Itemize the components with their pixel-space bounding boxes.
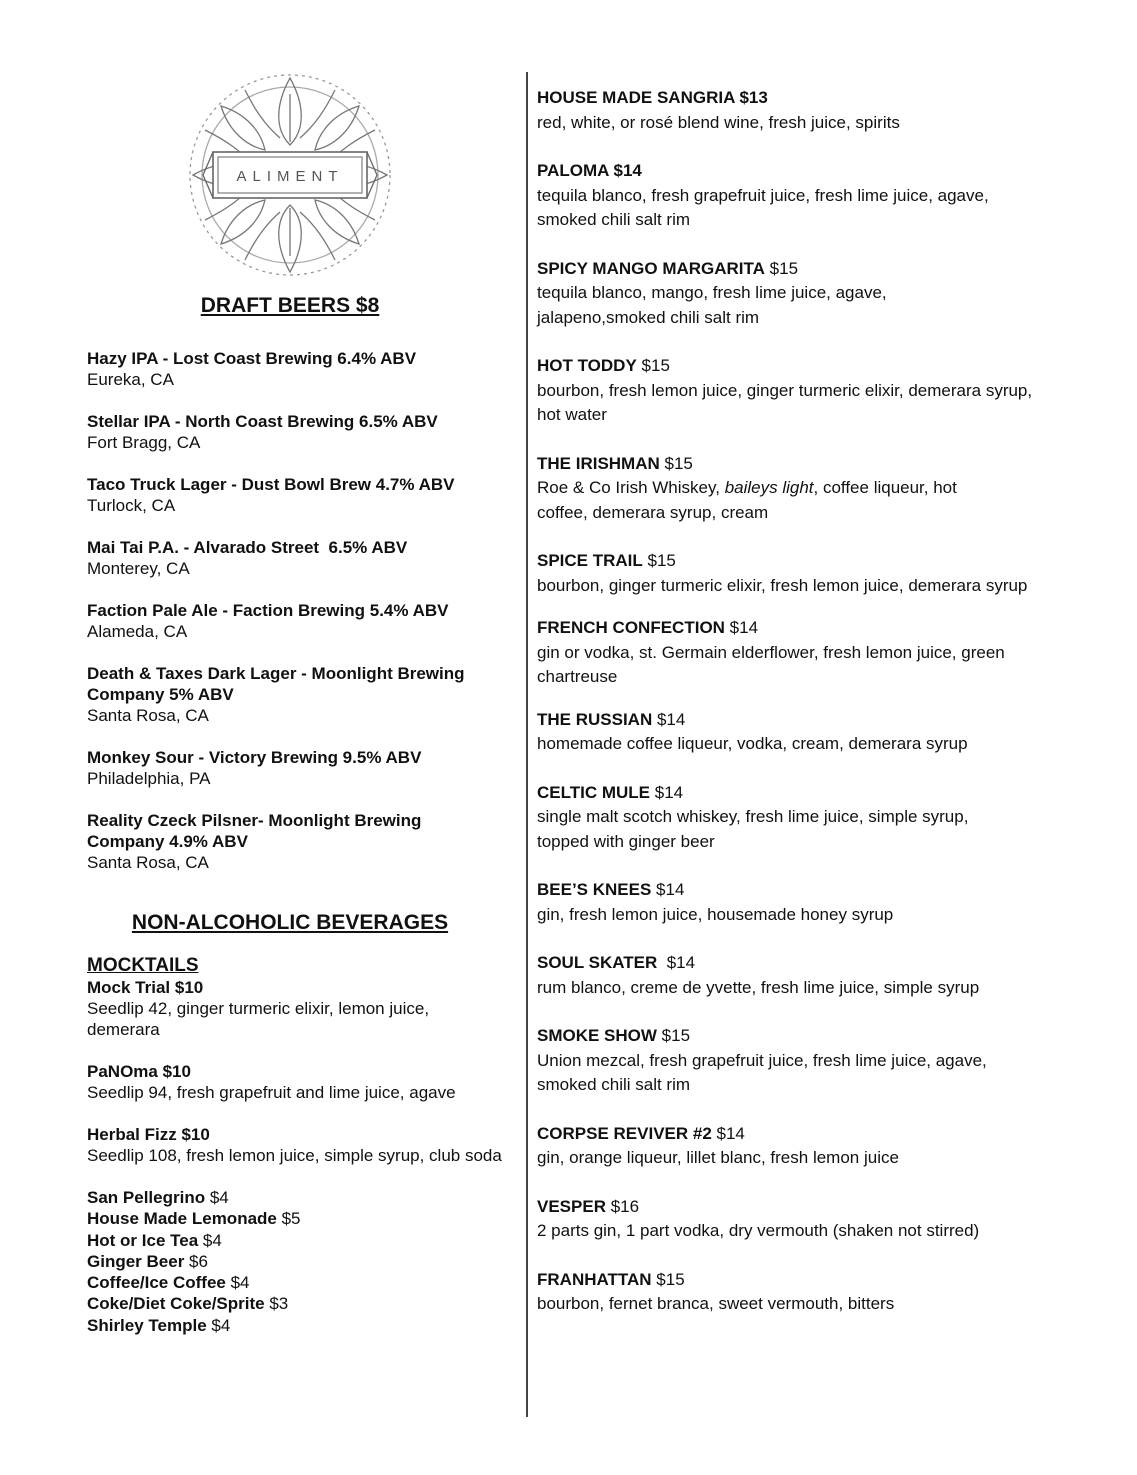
cocktail-item: THE RUSSIAN $14 homemade coffee liqueur, vodka, cream, demerara syrup (537, 709, 968, 753)
soft-drink-item: Hot or Ice Tea $4 (87, 1230, 222, 1250)
soft-drink-item: Shirley Temple $4 (87, 1315, 231, 1335)
beer-item: Taco Truck Lager - Dust Bowl Brew 4.7% ABV Turlock, CA (87, 475, 455, 515)
beer-item: Faction Pale Ale - Faction Brewing 5.4% ABV Alameda, CA (87, 601, 449, 641)
logo (80, 70, 500, 280)
mocktail-item: Herbal Fizz $10 Seedlip 108, fresh lemon juice, simple syrup, club soda (87, 1125, 502, 1165)
draft-beers-title: DRAFT BEERS $8 (200, 294, 380, 317)
cocktail-item: SPICE TRAIL $15 bourbon, ginger turmeric elixir, fresh lemon juice, demerara syrup (537, 551, 1028, 595)
column-divider (526, 72, 528, 1417)
cocktail-item: FRANHATTAN $15 bourbon, fernet branca, sweet vermouth, bitters (537, 1269, 895, 1313)
beer-item: Monkey Sour - Victory Brewing 9.5% ABV Philadelphia, PA (87, 748, 422, 788)
beer-item: Death & Taxes Dark Lager - Moonlight Brewing Company 5% ABV Santa Rosa, CA (87, 664, 465, 725)
beer-item: Hazy IPA - Lost Coast Brewing 6.4% ABV Eureka, CA (87, 349, 417, 389)
cocktail-item: SPICY MANGO MARGARITA $15 tequila blanco, mango, fresh lime juice, agave, jalapeno,smoked chili salt rim (537, 258, 887, 327)
mocktail-item: PaNOma $10 Seedlip 94, fresh grapefruit and lime juice, agave (87, 1062, 456, 1102)
soft-drink-item: Ginger Beer $6 (87, 1251, 208, 1271)
logo-text: ALIMENT (236, 168, 344, 185)
beer-item: Mai Tai P.A. - Alvarado Street 6.5% ABV Monterey, CA (87, 538, 408, 578)
cocktail-item: CELTIC MULE $14 single malt scotch whiskey, fresh lime juice, simple syrup, topped with ginger beer (537, 782, 969, 851)
soft-drink-item: San Pellegrino $4 (87, 1188, 229, 1207)
cocktail-item: VESPER $16 2 parts gin, 1 part vodka, dry vermouth (shaken not stirred) (537, 1196, 980, 1240)
mandala-logo-icon (185, 70, 395, 280)
soft-drink-item: Coffee/Ice Coffee $4 (87, 1273, 250, 1293)
mocktail-item: Mock Trial $10 Seedlip 42, ginger turmeric elixir, lemon juice, demerara (87, 978, 430, 1039)
cocktail-item: HOUSE MADE SANGRIA $13 red, white, or rosé blend wine, fresh juice, spirits (537, 88, 900, 132)
beer-list (87, 348, 507, 873)
beer-item: Stellar IPA - North Coast Brewing 6.5% ABV Fort Bragg, CA (87, 412, 438, 452)
soft-drink-item: Coke/Diet Coke/Sprite $3 (87, 1294, 289, 1314)
left-column (87, 70, 507, 1336)
cocktail-item: THE IRISHMAN $15 Roe & Co Irish Whiskey, baileys light, coffee liqueur, hot coffee, demerara syrup, cream (537, 453, 957, 522)
cocktail-item: FRENCH CONFECTION $14 gin or vodka, st. Germain elderflower, fresh lemon juice, green chartreuse (537, 618, 1005, 686)
cocktail-item: SOUL SKATER $14 rum blanco, creme de yvette, fresh lime juice, simple syrup (537, 953, 980, 997)
mocktails-title: MOCKTAILS (87, 955, 199, 976)
soft-drinks-list (87, 1187, 507, 1336)
cocktail-item: HOT TODDY $15 bourbon, fresh lemon juice, ginger turmeric elixir, demerara syrup, hot water (537, 356, 1033, 424)
cocktail-item: CORPSE REVIVER #2 $14 gin, orange liqueur, lillet blanc, fresh lemon juice (537, 1123, 899, 1167)
cocktail-item: SMOKE SHOW $15 Union mezcal, fresh grapefruit juice, fresh lime juice, agave, smoked chili salt rim (537, 1026, 987, 1094)
cocktail-item: BEE’S KNEES $14 gin, fresh lemon juice, housemade honey syrup (537, 880, 894, 924)
non-alcoholic-title: NON-ALCOHOLIC BEVERAGES (131, 911, 449, 934)
soft-drink-item: House Made Lemonade $5 (87, 1209, 301, 1229)
right-column (537, 86, 1057, 1317)
cocktail-item: PALOMA $14 tequila blanco, fresh grapefruit juice, fresh lime juice, agave, smoked chili salt rim (537, 161, 989, 229)
beer-item: Reality Czeck Pilsner- Moonlight Brewing Company 4.9% ABV Santa Rosa, CA (87, 811, 422, 872)
